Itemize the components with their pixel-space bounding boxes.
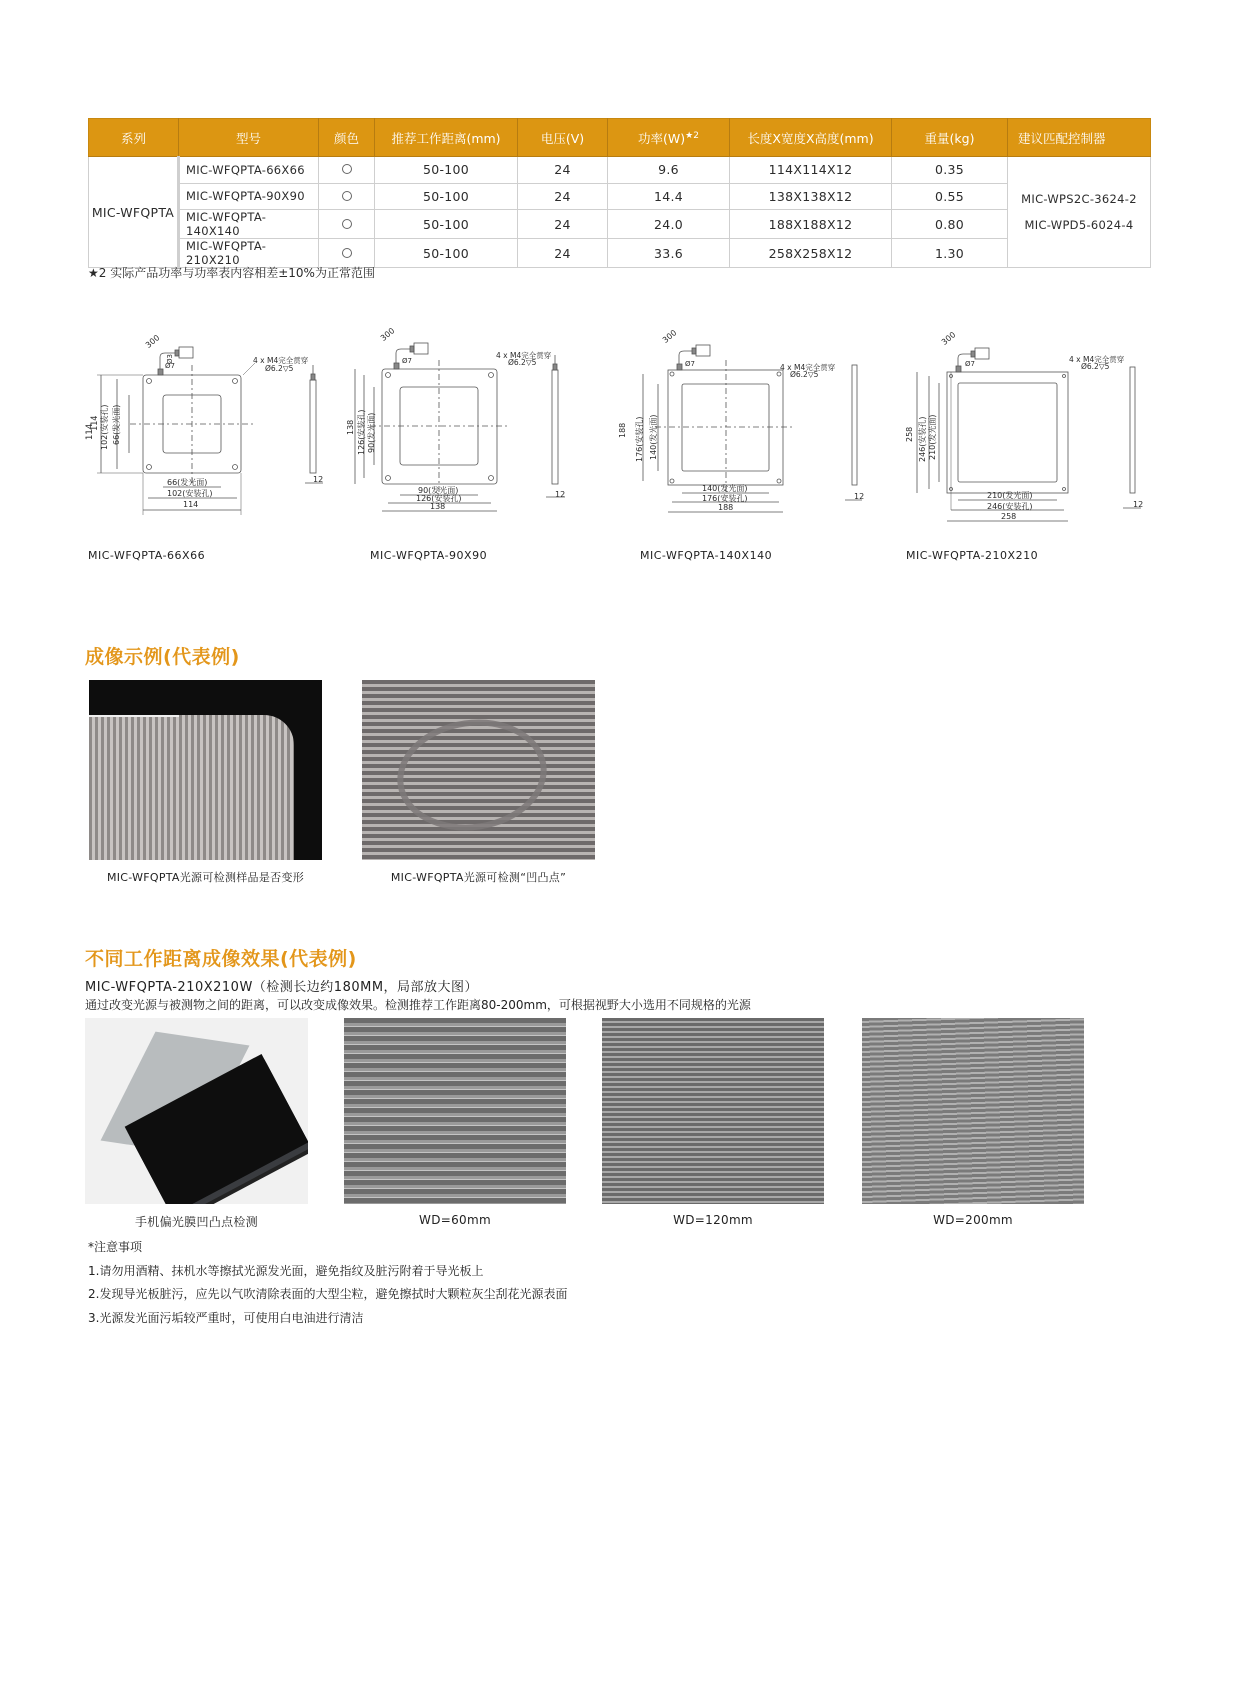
drawing-caption: MIC-WFQPTA-210X210 — [906, 549, 1039, 562]
header-power — [608, 119, 730, 157]
wd-60mm-image — [344, 1018, 566, 1204]
photo-caption: MIC-WFQPTA光源可检测样品是否变形 — [106, 871, 305, 884]
weight-cell: 0.55 — [892, 183, 1008, 210]
cautions-section — [88, 1236, 567, 1330]
cautions-title: *注意事项 — [88, 1240, 143, 1254]
white-color-icon — [342, 248, 352, 258]
power-cell: 9.6 — [608, 157, 730, 184]
photo-caption: MIC-WFQPTA光源可检测“凹凸点” — [390, 871, 567, 884]
mount-spec: 4 x M4完全贯穿 — [496, 351, 552, 360]
outer-dim-h: 114 — [183, 500, 199, 509]
weight-cell: 1.30 — [892, 239, 1008, 268]
footnote-mark: ★2 — [88, 266, 107, 280]
mount-spec: 4 x M4完全贯穿 — [780, 363, 836, 372]
photo-caption: 手机偏光膜凹凸点检测 — [134, 1215, 258, 1229]
power-footnote-mark: ★2 — [685, 130, 699, 141]
mount-spec: 4 x M4完全贯穿 — [1069, 355, 1125, 364]
face-dim-v: 210(发光面) — [928, 414, 937, 460]
face-dim-h: 140(发光面) — [702, 484, 748, 493]
holes-dim-v: 176(安装孔) — [635, 416, 644, 462]
dimensions-cell: 138X138X12 — [730, 183, 892, 210]
white-color-icon — [342, 164, 352, 174]
controller-cell — [1008, 157, 1151, 268]
voltage-cell: 24 — [518, 157, 608, 184]
drawing-caption: MIC-WFQPTA-90X90 — [370, 549, 488, 562]
header-distance: 推荐工作距离(mm) — [375, 119, 518, 157]
drawing-caption: MIC-WFQPTA-66X66 — [88, 549, 206, 562]
dimensions-cell: 258X258X12 — [730, 239, 892, 268]
holes-dim-h: 246(安装孔) — [987, 502, 1033, 511]
photo-caption: WD=200mm — [933, 1213, 1013, 1227]
model-cell: MIC-WFQPTA-90X90 — [179, 183, 319, 210]
holes-dim-v: 126(安装孔) — [357, 409, 366, 455]
white-color-icon — [342, 191, 352, 201]
dimensions-cell: 188X188X12 — [730, 210, 892, 239]
polarizer-film-image — [85, 1018, 308, 1204]
wd-120mm-image — [602, 1018, 824, 1204]
power-cell: 24.0 — [608, 210, 730, 239]
controller-2: MIC-WPD5-6024-4 — [1024, 218, 1134, 232]
caution-item: 1.请勿用酒精、抹机水等擦拭光源发光面，避免指纹及脏污附着于导光板上 — [88, 1263, 484, 1278]
cable-length: 300 — [378, 326, 397, 343]
imaging-examples-title: 成像示例(代表例) — [85, 646, 240, 668]
dimension-drawing-210x210 — [895, 330, 1155, 540]
header-model: 型号 — [179, 119, 319, 157]
connector-diameter: Ø7 — [165, 362, 175, 370]
outer-dim-v: 188 — [618, 422, 627, 438]
face-dim-v: 90(发光面) — [367, 412, 376, 453]
table-row — [89, 210, 1151, 239]
voltage-cell: 24 — [518, 210, 608, 239]
model-cell: MIC-WFQPTA-140X140 — [179, 210, 319, 239]
series-cell: MIC-WFQPTA — [89, 157, 179, 268]
weight-cell: 0.80 — [892, 210, 1008, 239]
photo-caption: WD=60mm — [419, 1213, 491, 1227]
outer-dim-h: 188 — [718, 503, 734, 512]
table-row — [89, 157, 1151, 184]
power-cell: 33.6 — [608, 239, 730, 268]
drawing-caption: MIC-WFQPTA-140X140 — [640, 549, 773, 562]
power-cell: 14.4 — [608, 183, 730, 210]
outer-dim-v: 114 — [85, 423, 95, 440]
dimension-drawing-140x140 — [618, 328, 870, 540]
voltage-cell: 24 — [518, 239, 608, 268]
model-cell: MIC-WFQPTA-210X210 — [179, 239, 319, 268]
cable-length: 300 — [660, 328, 679, 345]
footnote-text: 实际产品功率与功率表内容相差±10%为正常范围 — [110, 266, 375, 280]
header-controller: 建议匹配控制器 — [1008, 119, 1151, 157]
holes-dim-v: 246(安装孔) — [918, 416, 927, 462]
color-cell — [319, 183, 375, 210]
distance-cell: 50-100 — [375, 183, 518, 210]
thickness-dim: 12 — [555, 490, 566, 499]
mount-counterbore: Ø6.2▽5 — [508, 358, 537, 367]
face-dim-h: 66(发光面) — [167, 478, 208, 487]
header-weight: 重量(kg) — [892, 119, 1008, 157]
outer-dim-h: 138 — [430, 502, 446, 511]
white-color-icon — [342, 219, 352, 229]
color-cell — [319, 210, 375, 239]
thickness-dim: 12 — [854, 492, 865, 501]
model-cell: MIC-WFQPTA-66X66 — [179, 157, 319, 184]
cable-diameter: Ø3 — [165, 354, 174, 364]
color-cell — [319, 157, 375, 184]
spec-table — [88, 118, 1151, 268]
mount-counterbore: Ø6.2▽5 — [265, 364, 294, 373]
holes-dim-h: 126(安装孔) — [416, 494, 462, 503]
working-distance-description: 通过改变光源与被测物之间的距离，可以改变成像效果。检测推荐工作距离80-200mm，可根据视野大小选用不同规格的光源 — [85, 998, 751, 1012]
wd-200mm-image — [862, 1018, 1084, 1204]
outer-dim-v: 258 — [905, 426, 914, 442]
dimension-drawing-66x66 — [85, 335, 325, 535]
mount-counterbore: Ø6.2▽5 — [790, 370, 819, 379]
distance-cell: 50-100 — [375, 157, 518, 184]
distance-cell: 50-100 — [375, 239, 518, 268]
working-distance-title: 不同工作距离成像效果(代表例) — [85, 948, 357, 970]
face-dim-v: 66(发光面) — [112, 404, 121, 445]
svg-text:114: 114 — [90, 415, 100, 431]
spec-table-header — [89, 119, 1151, 157]
table-row — [89, 183, 1151, 210]
cable-length: 300 — [143, 333, 162, 350]
thickness-dim: 12 — [313, 475, 324, 484]
photo-caption: WD=120mm — [673, 1213, 753, 1227]
caution-item: 2.发现导光板脏污，应先以气吹清除表面的大型尘粒，避免擦拭时大颗粒灰尘刮花光源表面 — [88, 1287, 568, 1301]
outer-dim-v: 138 — [346, 419, 355, 435]
distance-cell: 50-100 — [375, 210, 518, 239]
outer-dim-h: 258 — [1001, 512, 1017, 521]
weight-cell: 0.35 — [892, 157, 1008, 184]
holes-dim-v: 102(安装孔) — [100, 404, 109, 450]
controller-1: MIC-WPS2C-3624-2 — [1021, 192, 1137, 206]
connector-diameter: Ø7 — [685, 360, 695, 368]
working-distance-subtitle: MIC-WFQPTA-210X210W（检测长边约180MM，局部放大图） — [85, 980, 479, 995]
dimensions-cell: 114X114X12 — [730, 157, 892, 184]
face-dim-h: 210(发光面) — [987, 491, 1033, 500]
voltage-cell: 24 — [518, 183, 608, 210]
connector-diameter: Ø7 — [402, 357, 412, 365]
dimension-drawing-90x90 — [346, 326, 590, 545]
header-voltage: 电压(V) — [518, 119, 608, 157]
deformation-sample-image — [89, 680, 322, 860]
mount-spec: 4 x M4完全贯穿 — [253, 356, 309, 365]
header-color: 颜色 — [319, 119, 375, 157]
power-footnote — [88, 264, 375, 281]
cable-length: 300 — [939, 330, 958, 347]
holes-dim-h: 176(安装孔) — [702, 494, 748, 503]
thickness-dim: 12 — [1133, 500, 1144, 509]
holes-dim-h: 102(安装孔) — [167, 489, 213, 498]
face-dim-v: 140(发光面) — [649, 414, 658, 460]
connector-diameter: Ø7 — [965, 360, 975, 368]
header-power-label: 功率(W) — [638, 130, 686, 146]
mount-counterbore: Ø6.2▽5 — [1081, 362, 1110, 371]
header-dimensions: 长度X宽度X高度(mm) — [730, 119, 892, 157]
face-dim-h: 90(发光面) — [418, 486, 459, 495]
caution-item: 3.光源发光面污垢较严重时，可使用白电油进行清洁 — [88, 1310, 364, 1325]
header-series: 系列 — [89, 119, 179, 157]
dent-sample-image — [362, 680, 595, 860]
